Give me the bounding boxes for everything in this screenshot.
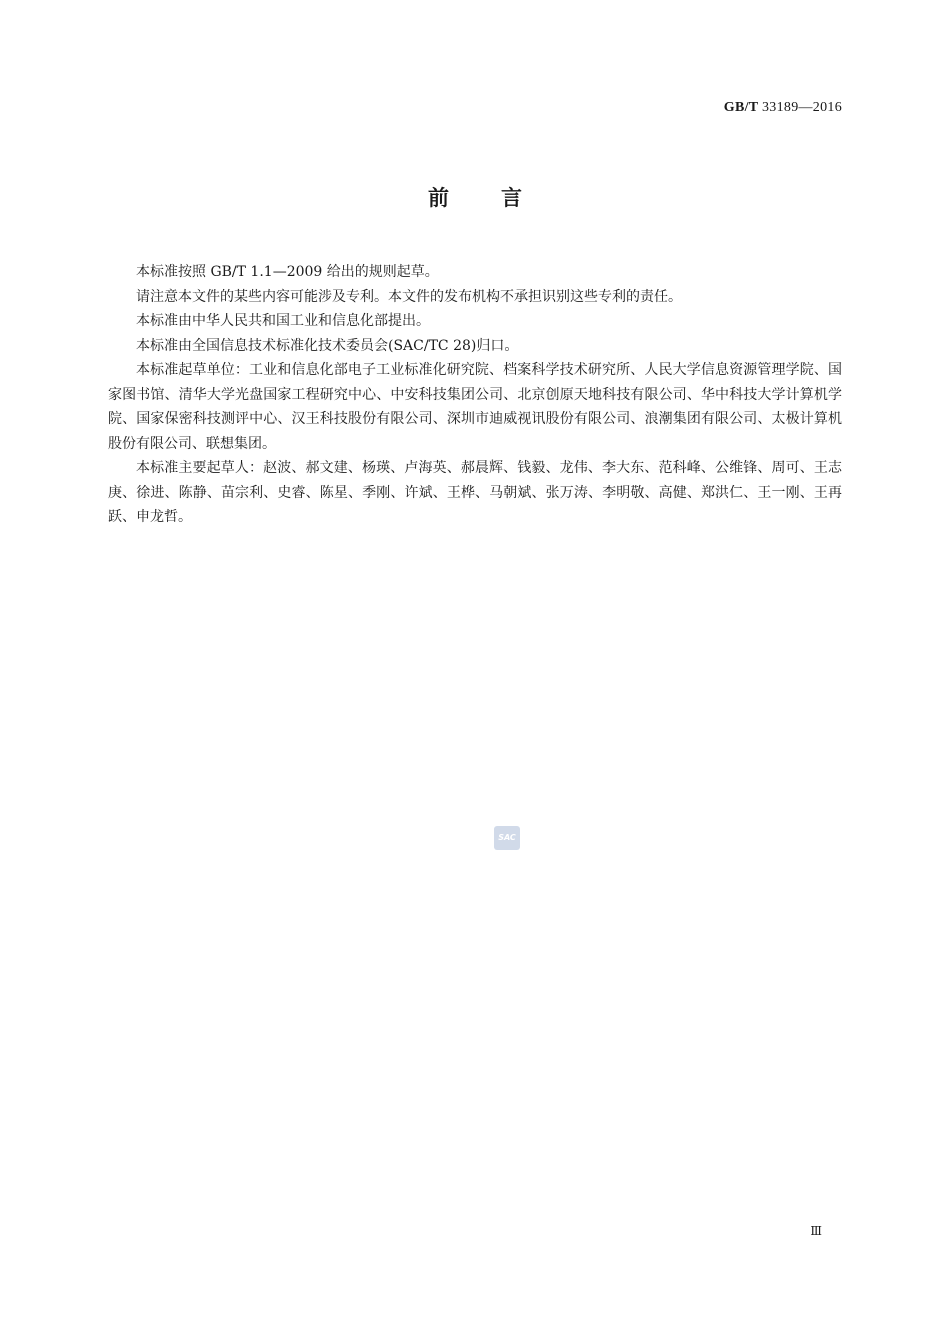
paragraph-centralized-unit: 本标准由全国信息技术标准化技术委员会(SAC/TC 28)归口。 xyxy=(136,337,519,354)
foreword-body xyxy=(108,260,842,530)
paragraph-patent-notice: 请注意本文件的某些内容可能涉及专利。本文件的发布机构不承担识别这些专利的责任。 xyxy=(136,288,682,305)
paragraph-drafters: 本标准主要起草人：赵波、郝文建、杨瑛、卢海英、郝晨辉、钱毅、龙伟、李大东、范科峰、公维锋、周可、王志庚、徐进、陈静、苗宗利、史睿、陈星、季刚、许斌、王桦、马朝斌、张万涛、李明敬、高健、郑洪仁、王一刚、王再跃、申龙哲。 xyxy=(108,460,842,525)
paragraph-drafting-units: 本标准起草单位：工业和信息化部电子工业标准化研究院、档案科学技术研究所、人民大学信息资源管理学院、国家图书馆、清华大学光盘国家工程研究中心、中安科技集团公司、北京创原天地科技有限公司、华中科技大学计算机学院、国家保密科技测评中心、汉王科技股份有限公司、深圳市迪威视讯股份有限公司、浪潮集团有限公司、太极计算机股份有限公司、联想集团。 xyxy=(108,362,842,452)
page-title: 前言 xyxy=(428,186,574,210)
standard-code xyxy=(724,100,842,116)
standard-code-prefix: GB/T xyxy=(723,100,759,115)
standard-code-number: 33189—2016 xyxy=(762,100,842,115)
paragraph-drafting-rules: 本标准按照 GB/T 1.1—2009 给出的规则起草。 xyxy=(136,264,439,280)
sac-watermark-logo: SAC xyxy=(494,826,520,850)
page-number: Ⅲ xyxy=(810,1224,822,1238)
paragraph-proposer: 本标准由中华人民共和国工业和信息化部提出。 xyxy=(136,313,430,329)
